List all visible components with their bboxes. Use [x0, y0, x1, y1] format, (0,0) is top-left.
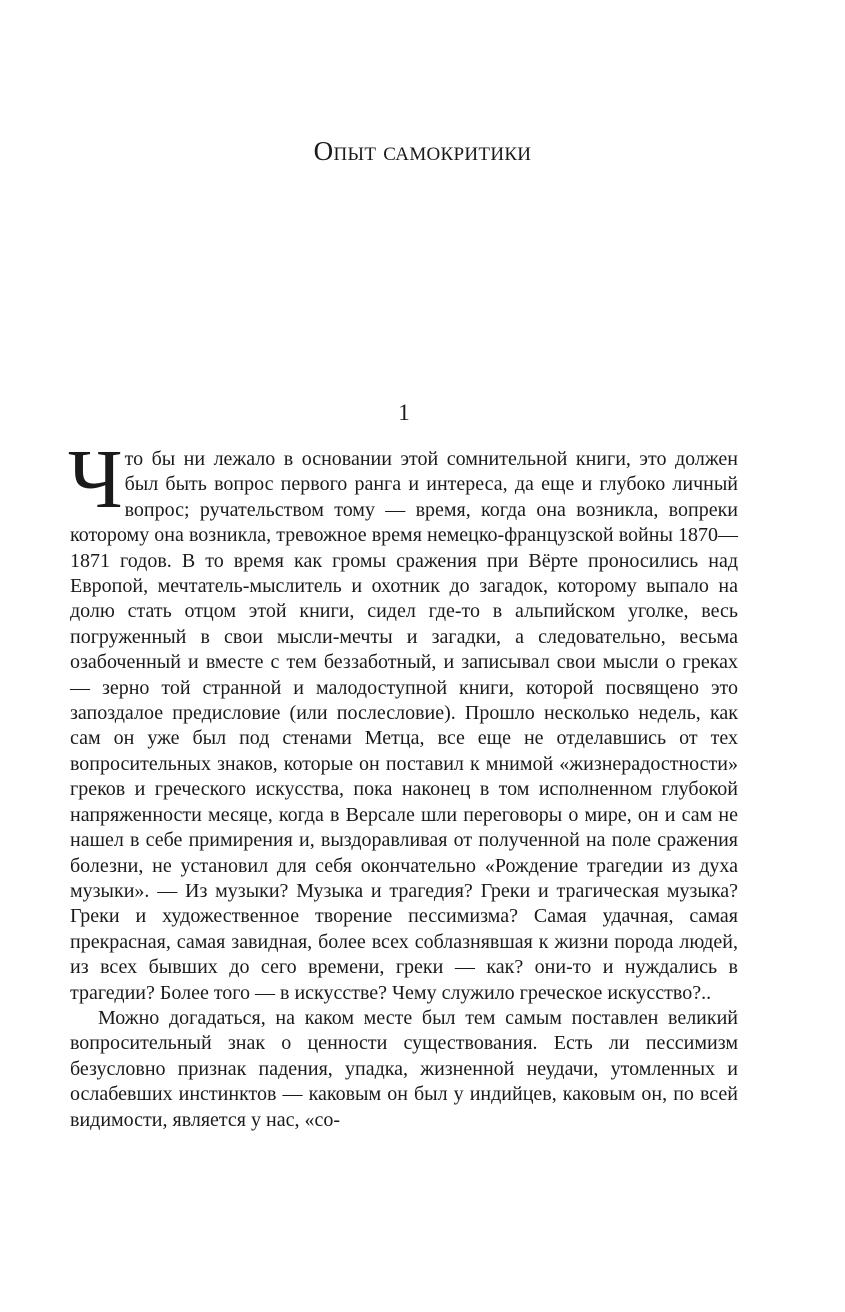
body-text — [68, 433, 738, 1133]
drop-cap-letter: Ч — [68, 433, 123, 526]
paragraph-1-text: то бы ни лежало в основании этой сомнительной книги, это должен был быть вопрос первого ранга и интереса, да еще и глубоко личный вопрос; ручательством тому — время, когда она возникла, вопреки которому она возникла, тревожное время немецко-французской войны 1870—1871 годов. В то время как громы сражения при Вёрте проносились над Европой, мечтатель-мыслитель и охотник до загадок, которому выпало на долю стать отцом этой книги, сидел где-то в альпийском уголке, весь погруженный в свои мысли-мечты и загадки, а следовательно, весьма озабоченный и вместе с тем беззаботный, и записывал свои мысли о греках — зерно той странной и малодоступной книги, которой посвящено это запоздалое предисловие (или послесловие). Прошло несколько недель, как сам он уже был под стенами Метца, все еще не отделавшись от тех вопросительных знаков, которые он поставил к мнимой «жизнерадостности» греков и греческого искусства, пока наконец в том исполненном глубокой напряженности месяце, когда в Версале шли переговоры о мире, он и сам не нашел в себе примирения и, выздоравливая от полученной на поле сражения болезни, не установил для себя окончательно «Рождение трагедии из духа музыки». — Из музыки? Музыка и трагедия? Греки и трагическая музыка? Греки и художественное творение пессимизма? Самая удачная, самая прекрасная, самая завидная, более всех соблазнявшая к жизни порода людей, из всех бывших до сего времени, греки — как? они-то и нуждались в трагедии? Более того — в искусстве? Чему служило греческое искусство?.. — [70, 448, 738, 1004]
paragraph-1 — [68, 433, 738, 1006]
paragraph-2: Можно догадаться, на каком месте был тем самым поставлен великий вопросительный знак о ценности существования. Есть ли пессимизм безусловно признак падения, упадка, жизненной неудачи, утомленных и ослабевших инстинктов — каковым он был у индийцев, каковым он, по всей видимости, является у нас, «со- — [70, 1006, 738, 1131]
chapter-title: Опыт самокритики — [313, 136, 532, 166]
section-number: 1 — [398, 400, 410, 425]
